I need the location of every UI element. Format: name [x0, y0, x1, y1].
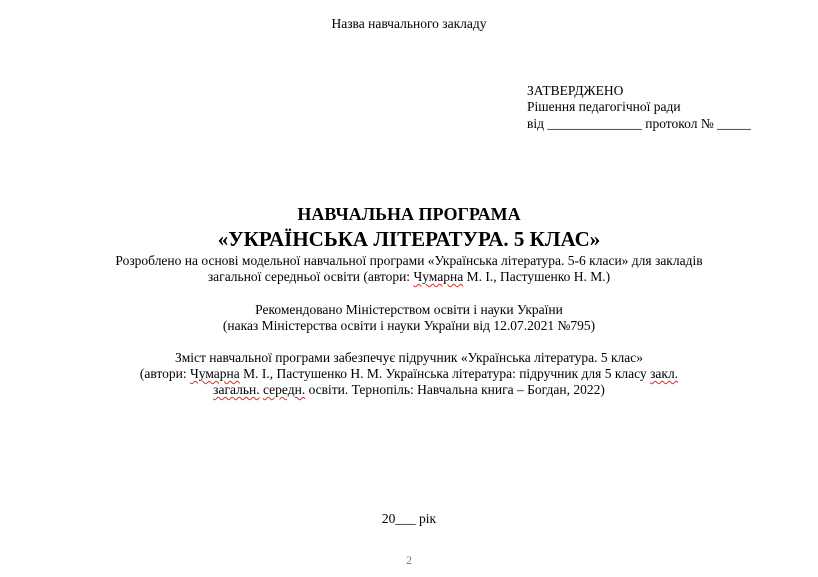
- textbook-line-3: [0, 382, 818, 398]
- spellcheck-abbreviation[interactable]: загальн.: [213, 382, 260, 397]
- spellcheck-abbreviation[interactable]: середн.: [263, 382, 306, 397]
- approval-decision: Рішення педагогічної ради: [527, 99, 681, 114]
- document-title: НАВЧАЛЬНА ПРОГРАМА: [297, 204, 521, 224]
- year-line: 20___ рік: [381, 511, 437, 526]
- basis-line-2: [0, 269, 818, 285]
- spellcheck-abbreviation[interactable]: закл.: [650, 366, 679, 381]
- institution-name: Назва навчального закладу: [331, 16, 487, 31]
- basis-line-2-post: М. І., Пастушенко Н. М.): [463, 269, 611, 284]
- page-number: 2: [406, 553, 412, 567]
- textbook-line-2-pre: (автори:: [139, 366, 190, 381]
- basis-line-2-pre: загальної середньої освіти (автори:: [207, 269, 414, 284]
- approval-stamp: ЗАТВЕРДЖЕНО: [527, 83, 624, 98]
- recommendation-line-2: (наказ Міністерства освіти і науки України від 12.07.2021 №795): [222, 318, 596, 333]
- spellcheck-author-word[interactable]: Чумарна: [190, 366, 240, 381]
- recommendation-line-1: Рекомендовано Міністерством освіти і науки України: [255, 302, 563, 317]
- program-title: «УКРАЇНСЬКА ЛІТЕРАТУРА. 5 КЛАС»: [217, 227, 601, 251]
- basis-line-1: Розроблено на основі модельної навчальної програми «Українська література. 5-6 класи» для закладів: [115, 253, 703, 268]
- approval-date-protocol: від ______________ протокол № _____: [527, 116, 751, 131]
- textbook-line-3-post: освіти. Тернопіль: Навчальна книга – Богдан, 2022): [305, 382, 605, 397]
- textbook-line-2-mid: М. І., Пастушенко Н. М. Українська література: підручник для 5 класу: [239, 366, 651, 381]
- textbook-line-1: Зміст навчальної програми забезпечує підручник «Українська література. 5 клас»: [174, 350, 644, 365]
- spellcheck-author-word[interactable]: Чумарна: [413, 269, 464, 284]
- textbook-line-2: [0, 366, 818, 382]
